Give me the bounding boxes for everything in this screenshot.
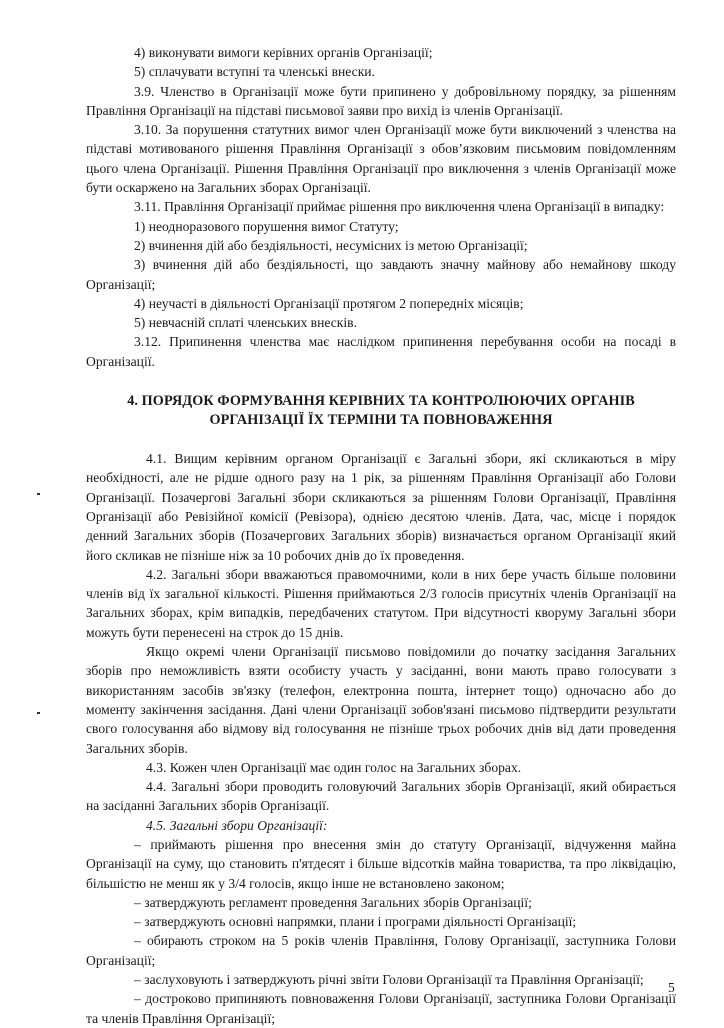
list-item: 4) неучасті в діяльності Організації протягом 2 попередніх місяців; bbox=[134, 295, 524, 311]
list-item: – затверджують основні напрямки, плани і програми діяльності Організації; bbox=[134, 914, 577, 930]
list-item: – приймають рішення про внесення змін до статуту Організації, відчуження майна Організації на суму, що становить п'ятдесят і більше відсотків майна товариства, та про ліквідацію, більшістю не менш як у 3/4 голосів, якщо інше не встановлено законом; bbox=[86, 836, 676, 891]
section-title-line: ОРГАНІЗАЦІЇ ЇХ ТЕРМІНИ ТА ПОВНОВАЖЕННЯ bbox=[209, 411, 553, 428]
list-item: – обирають строком на 5 років членів Правління, Голову Організації, заступника Голови Організації; bbox=[86, 933, 676, 968]
paragraph: 4.1. Вищим керівним органом Організації є Загальні збори, які скликаються в міру необхідності, але не рідше одного разу на 1 рік, за рішенням Правління Організації або Голови Організації. Позачергові Загальні збори скликаються за рішенням Голови Організації, Правління Організації або Ревізійної комісії (Ревізора), однією десятою членів. Дата, час, місце і порядок денний Загальних зборів (Позачергових Загальних зборів) визначається органом Організації який його скликав не пізніше ніж за 10 робочих днів до їх проведення. bbox=[86, 451, 676, 563]
list-item: 2) вчинення дій або бездіяльності, несумісних із метою Організації; bbox=[134, 237, 528, 253]
paragraph: 3.10. За порушення статутних вимог член Організації може бути виключений з членства на підставі мотивованого рішення Правління Організації з обов’язковим письмовим повідомленням цього члена Організації. Рішення Правління Організації про виключення з членів Організації може бути оскаржено на Загальних зборах Організації. bbox=[86, 122, 676, 196]
paragraph: 4.5. Загальні збори Організації: bbox=[146, 817, 328, 833]
scan-mark bbox=[37, 712, 40, 714]
paragraph: 4) виконувати вимоги керівних органів Організації; bbox=[134, 45, 433, 60]
paragraph: 5) сплачувати вступні та членські внески. bbox=[134, 64, 375, 80]
list-item: 1) неодноразового порушення вимог Статуту; bbox=[134, 218, 399, 234]
section-title bbox=[86, 392, 676, 429]
paragraph: 4.3. Кожен член Організації має один голос на Загальних зборах. bbox=[146, 759, 522, 775]
list-item: 3) вчинення дій або бездіяльності, що завдають значну майнову або немайнову шкоду Організації; bbox=[86, 257, 676, 292]
scan-mark bbox=[37, 493, 40, 495]
list-item: – достроково припиняють повноваження Голови Організації, заступника Голови Організації та членів Правління Організації; bbox=[86, 991, 676, 1026]
document-body bbox=[86, 43, 676, 1028]
page-number: 5 bbox=[668, 980, 675, 995]
list-item: – затверджують регламент проведення Загальних зборів Організації; bbox=[134, 894, 532, 910]
list-item: – заслуховують і затверджують річні звіти Голови Організації та Правління Організації; bbox=[134, 972, 644, 988]
paragraph: Якщо окремі члени Організації письмово повідомили до початку засідання Загальних зборів про неможливість взяти особисту участь у засіданні, вони мають право голосувати з використанням засобів зв'язку (телефон, електронна пошта, інтернет тощо) одночасно або до моменту закінчення засідання. Дані члени Організації зобов'язані письмово підтвердити результати свого голосування або відмову від голосування не пізніше трьох робочих днів від дати проведення Загальних зборів. bbox=[86, 644, 676, 756]
section-title-line: 4. ПОРЯДОК ФОРМУВАННЯ КЕРІВНИХ ТА КОНТРОЛЮЮЧИХ ОРГАНІВ bbox=[127, 393, 635, 410]
list-item: 5) невчасній сплаті членських внесків. bbox=[134, 315, 357, 331]
paragraph: 3.11. Правління Організації приймає рішення про виключення члена Організації в випадку: bbox=[134, 199, 665, 215]
paragraph: 4.2. Загальні збори вважаються правомочними, коли в них бере участь більше половини членів від їх загальної кількості. Рішення приймаються 2/3 голосів присутніх членів Організації на Загальних зборах, крім випадків, передбачених статутом. При відсутності кворуму Загальні збори можуть бути перенесені на строк до 15 днів. bbox=[86, 566, 676, 640]
paragraph: 4.4. Загальні збори проводить головуючий Загальних зборів Організації, який обирається на засіданні Загальних зборів Організації. bbox=[86, 779, 676, 814]
paragraph: 3.12. Припинення членства має наслідком припинення перебування особи на посаді в Організації. bbox=[86, 334, 676, 369]
paragraph: 3.9. Членство в Організації може бути припинено у добровільному порядку, за рішенням Правління Організації на підставі письмової заяви про вихід із членів Організації. bbox=[86, 83, 676, 118]
